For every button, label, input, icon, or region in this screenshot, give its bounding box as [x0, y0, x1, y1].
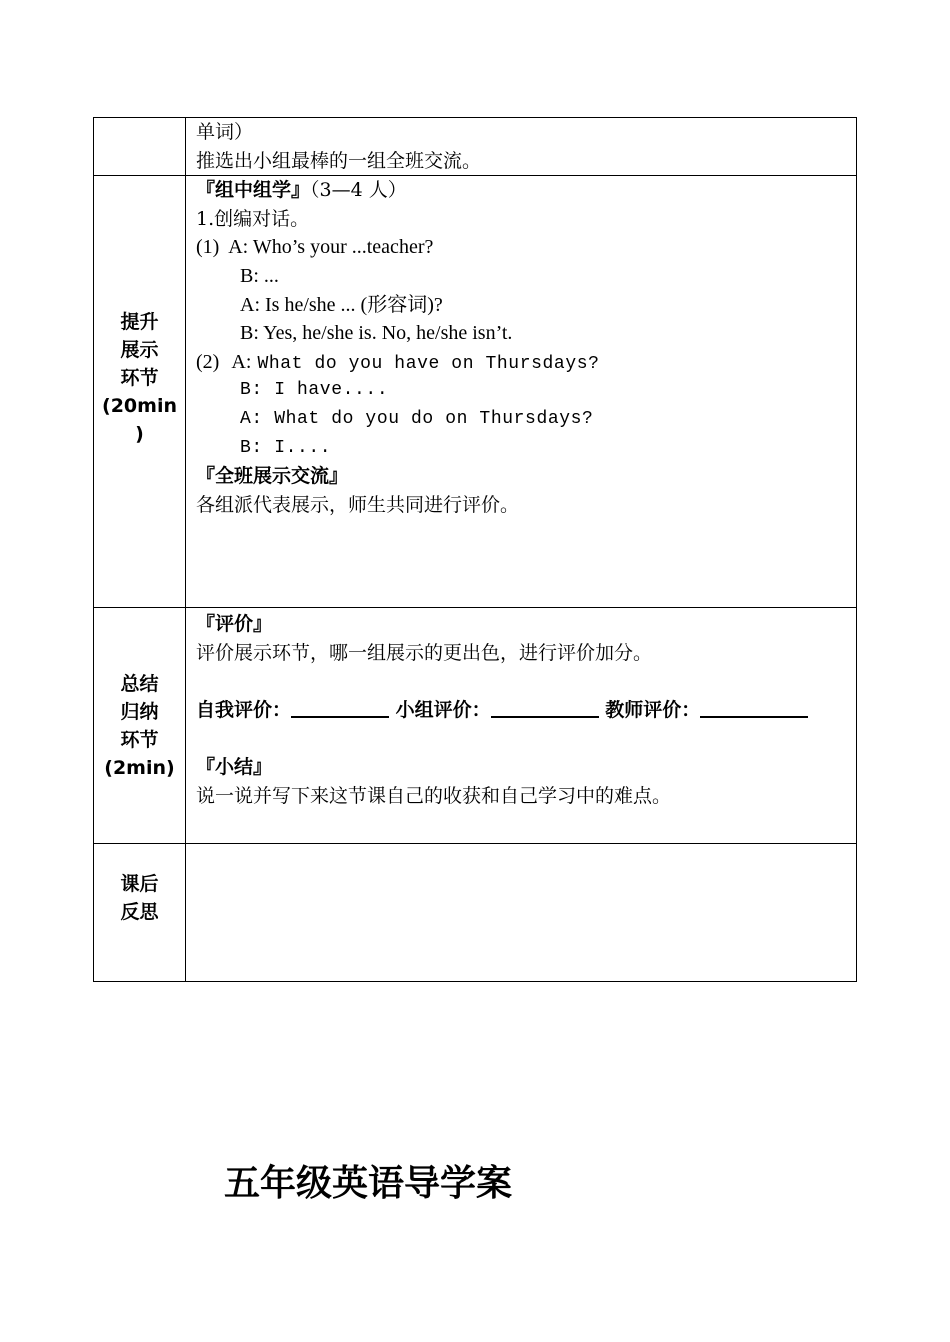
- reflection-content[interactable]: [186, 844, 857, 982]
- dialog-line: A: Is he/she ... (形容词)?: [240, 293, 443, 316]
- spacer: [196, 725, 848, 754]
- self-eval-label: 自我评价：: [196, 698, 292, 721]
- label-line: 总结: [120, 672, 159, 695]
- document-title: 五年级英语导学案: [224, 1163, 513, 1204]
- group-size: （3—4 人）: [310, 179, 407, 202]
- dialog-number: (2): [196, 350, 220, 373]
- dialog-line: B: I have....: [240, 380, 389, 401]
- row-label-summary: [94, 608, 186, 844]
- self-eval-blank[interactable]: [291, 696, 389, 718]
- group-title: 『组中组学』: [196, 179, 311, 202]
- label-line: 展示: [120, 338, 159, 361]
- row-label-showcase: [94, 176, 186, 608]
- label-line: (2min): [104, 756, 175, 779]
- show-text: 各组派代表展示，师生共同进行评价。: [196, 493, 520, 516]
- label-line: 提升: [120, 310, 159, 333]
- task-text: 1.创编对话。: [196, 207, 310, 230]
- summary-text: 说一说并写下来这节课自己的收获和自己学习中的难点。: [196, 784, 672, 807]
- label-line: 环节: [120, 366, 159, 389]
- teacher-eval-label: 教师评价：: [605, 698, 701, 721]
- dialog-line: B: ...: [240, 264, 279, 287]
- eval-text: 评价展示环节，哪一组展示的更出色，进行评价加分。: [196, 641, 653, 664]
- dialog-text: What do you have on Thursdays?: [257, 353, 600, 374]
- dialog-line: [196, 348, 848, 377]
- label-line: (20min: [102, 394, 177, 417]
- text-line: 单词）: [196, 121, 254, 143]
- lesson-plan-table: [93, 117, 857, 982]
- dialog-text: A: Who’s your ...teacher?: [228, 236, 434, 259]
- label-line: 归纳: [120, 700, 159, 723]
- dialog-line: [196, 233, 848, 262]
- label-line: [94, 448, 185, 476]
- label-line: 环节: [120, 728, 159, 751]
- row-label-reflection: [94, 844, 186, 982]
- eval-title: 『评价』: [196, 613, 273, 636]
- group-heading: [196, 176, 848, 205]
- dialog-speaker: A:: [231, 350, 252, 373]
- show-title: 『全班展示交流』: [196, 465, 349, 488]
- label-line: ): [135, 422, 144, 445]
- row-content: [186, 118, 857, 176]
- text-line: 推选出小组最棒的一组全班交流。: [196, 149, 482, 172]
- evaluation-fields: [196, 696, 848, 725]
- table-row: [94, 176, 857, 608]
- dialog-line: A: What do you do on Thursdays?: [240, 408, 594, 429]
- dialog-line: B: I....: [240, 437, 332, 458]
- group-eval-blank[interactable]: [491, 696, 599, 718]
- group-eval-label: 小组评价：: [395, 698, 491, 721]
- row-content: [186, 608, 857, 844]
- spacer: [196, 667, 848, 696]
- row-label-empty: [94, 118, 186, 176]
- dialog-line: B: Yes, he/she is. No, he/she isn’t.: [240, 322, 513, 345]
- teacher-eval-blank[interactable]: [700, 696, 808, 718]
- label-line: 课后: [120, 873, 159, 896]
- label-line: 反思: [120, 901, 159, 924]
- summary-title: 『小结』: [196, 756, 273, 779]
- table-row: [94, 844, 857, 982]
- table-row: [94, 118, 857, 176]
- dialog-number: (1): [196, 236, 220, 259]
- table-row: [94, 608, 857, 844]
- row-content: [186, 176, 857, 608]
